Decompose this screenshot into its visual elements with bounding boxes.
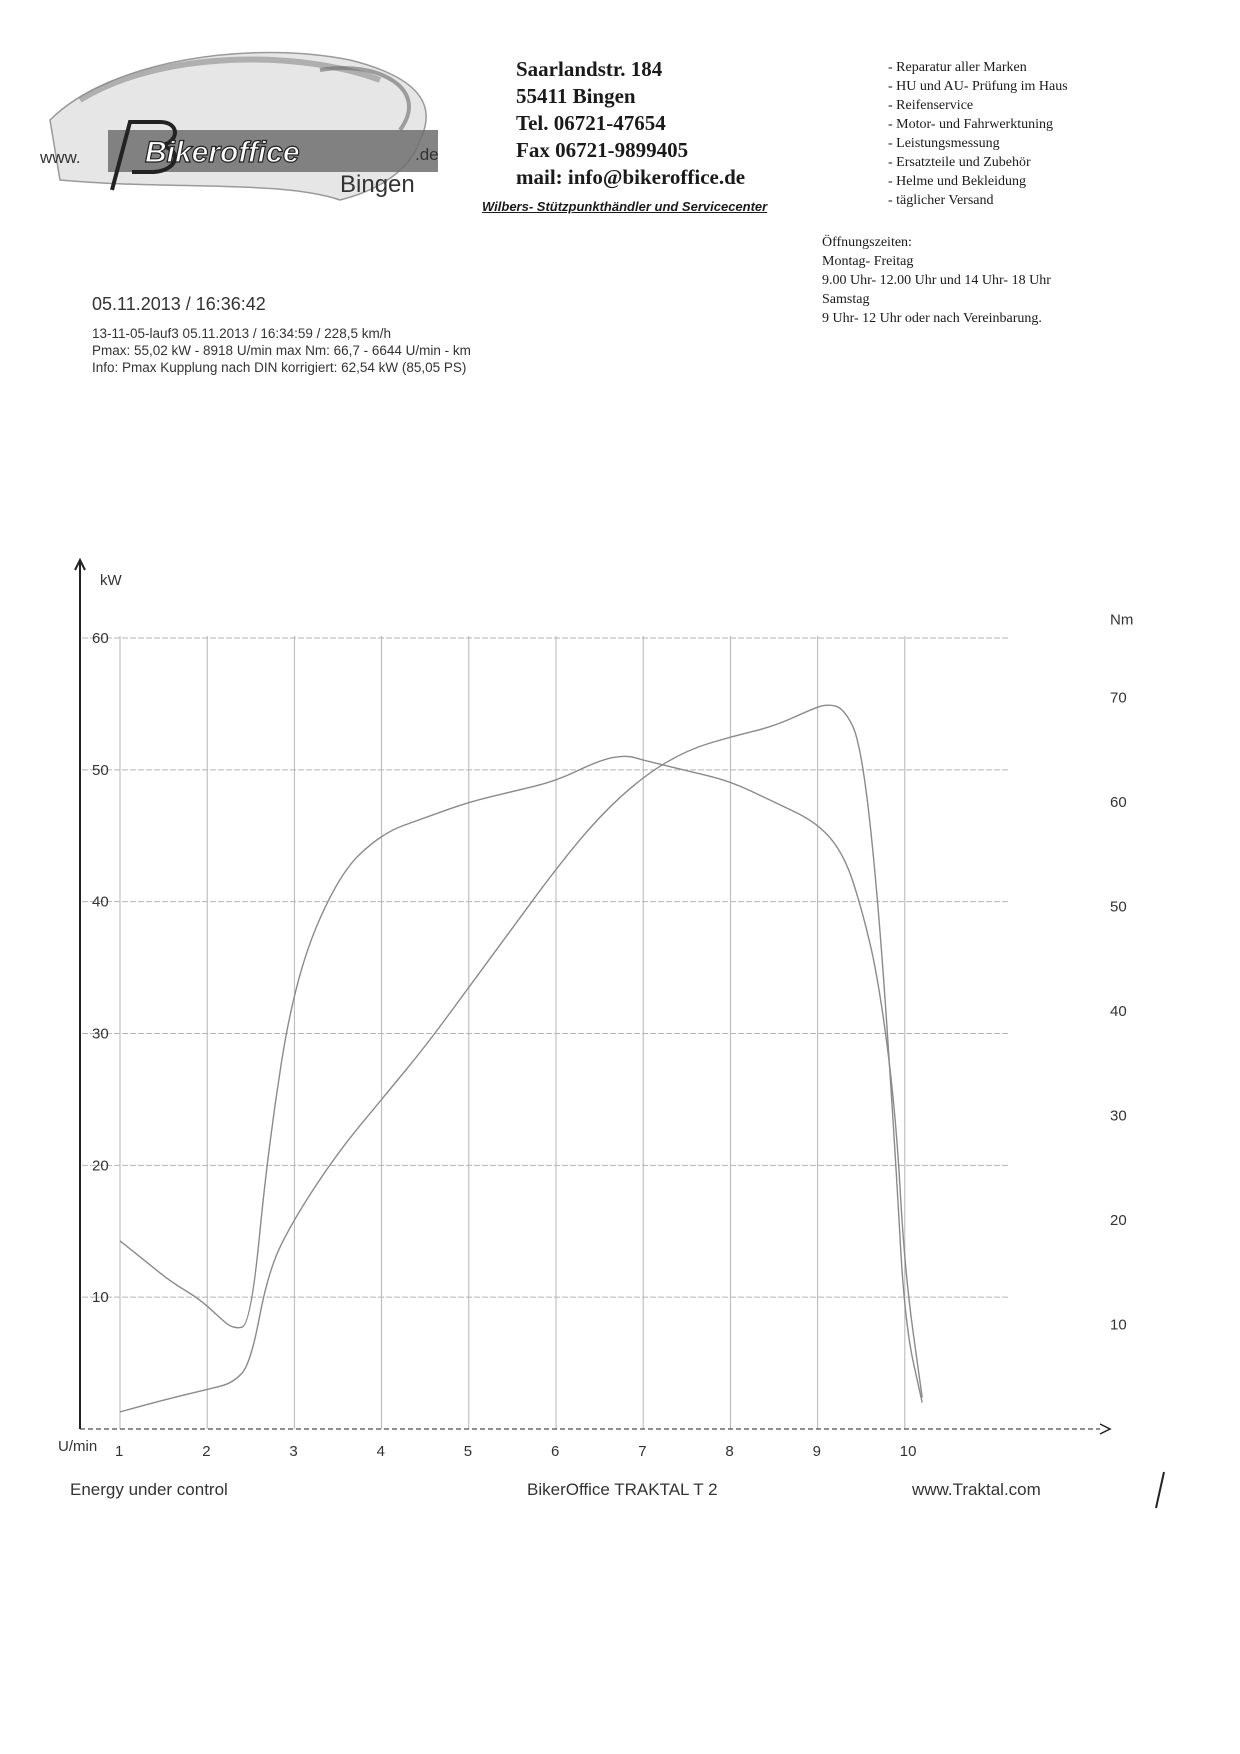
footer-website: www.Traktal.com (912, 1480, 1041, 1499)
logo-brand: Bikeroffice (145, 136, 300, 169)
y-right-tick-label: 40 (1110, 1003, 1127, 1020)
y-left-tick-label: 10 (92, 1289, 109, 1307)
footer-slogan: Energy under control (70, 1480, 228, 1499)
x-tick-label: 1 (115, 1443, 124, 1460)
x-tick-label: 7 (638, 1443, 647, 1460)
torque-curve (120, 756, 922, 1397)
x-tick-label: 4 (376, 1443, 385, 1460)
y-left-tick-label: 50 (92, 761, 109, 779)
x-tick-label: 9 (812, 1443, 821, 1460)
y-left-axis-label: kW (100, 572, 122, 589)
service-item: - HU und AU- Prüfung im Haus (888, 79, 1068, 94)
x-axis-label: U/min (58, 1438, 98, 1455)
x-tick-label: 6 (551, 1443, 560, 1460)
x-tick-label: 5 (463, 1443, 473, 1460)
address-fax: Fax 06721-9899405 (516, 138, 689, 162)
x-tick-label: 2 (202, 1443, 211, 1460)
hours-title: Öffnungszeiten: (822, 235, 912, 250)
y-right-tick-label: 30 (1110, 1107, 1127, 1125)
services-list (888, 58, 1068, 210)
service-item: - Motor- und Fahrwerktuning (888, 117, 1053, 132)
x-tick-label: 10 (899, 1443, 917, 1460)
y-right-axis-label: Nm (1110, 611, 1134, 629)
run-correction-info: Info: Pmax Kupplung nach DIN korrigiert: 62,54 kW (85,05 PS) (92, 360, 467, 375)
dyno-chart (0, 550, 1240, 1535)
bikeroffice-logo (20, 30, 480, 220)
hours-weekday-label: Montag- Freitag (822, 254, 914, 269)
logo-city: Bingen (340, 171, 415, 198)
service-item: - Reifenservice (888, 98, 974, 113)
run-timestamp: 05.11.2013 / 16:36:42 (92, 294, 266, 314)
x-tick-label: 8 (725, 1443, 734, 1460)
tagline: Wilbers- Stützpunkthändler und Servicecenter (482, 199, 768, 214)
pen-mark (1150, 1470, 1170, 1510)
address-phone: Tel. 06721-47654 (516, 111, 666, 135)
address-city: 55411 Bingen (516, 84, 636, 108)
hours-weekday-times: 9.00 Uhr- 12.00 Uhr und 14 Uhr- 18 Uhr (822, 273, 1051, 288)
logo-www: www. (40, 148, 81, 167)
opening-hours (822, 233, 1051, 328)
run-power-torque: Pmax: 55,02 kW - 8918 U/min max Nm: 66,7 - 6644 U/min - km (92, 343, 471, 358)
service-item: - täglicher Versand (888, 193, 994, 208)
service-item: - Ersatzteile und Zubehör (888, 155, 1031, 170)
run-details: 13-11-05-lauf3 05.11.2013 / 16:34:59 / 228,5 km/h (92, 326, 391, 341)
service-item: - Helme und Bekleidung (888, 174, 1027, 189)
address-mail: mail: info@bikeroffice.de (516, 165, 746, 189)
y-left-tick-label: 20 (92, 1157, 109, 1175)
run-info (92, 294, 471, 376)
y-right-tick-label: 10 (1110, 1316, 1127, 1334)
service-item: - Reparatur aller Marken (888, 60, 1027, 75)
y-right-tick-label: 70 (1110, 689, 1127, 707)
hours-saturday-times: 9 Uhr- 12 Uhr oder nach Vereinbarung. (822, 311, 1042, 326)
y-left-tick-label: 30 (92, 1025, 109, 1043)
hours-saturday-label: Samstag (822, 292, 870, 307)
service-item: - Leistungsmessung (888, 136, 1000, 151)
x-axis-arrow (1100, 1424, 1110, 1434)
y-right-tick-label: 20 (1110, 1212, 1127, 1229)
y-left-tick-label: 40 (92, 893, 109, 911)
dyno-chart-svg (0, 550, 1240, 1530)
y-right-tick-label: 50 (1110, 898, 1127, 916)
x-tick-label: 3 (289, 1443, 298, 1460)
power-curve (120, 705, 922, 1412)
y-left-tick-label: 60 (92, 630, 109, 647)
logo-domain: .de (415, 145, 439, 164)
address-block (516, 56, 745, 191)
address-street: Saarlandstr. 184 (516, 57, 663, 81)
y-right-tick-label: 60 (1110, 794, 1127, 811)
footer-device: BikerOffice TRAKTAL T 2 (527, 1480, 718, 1499)
